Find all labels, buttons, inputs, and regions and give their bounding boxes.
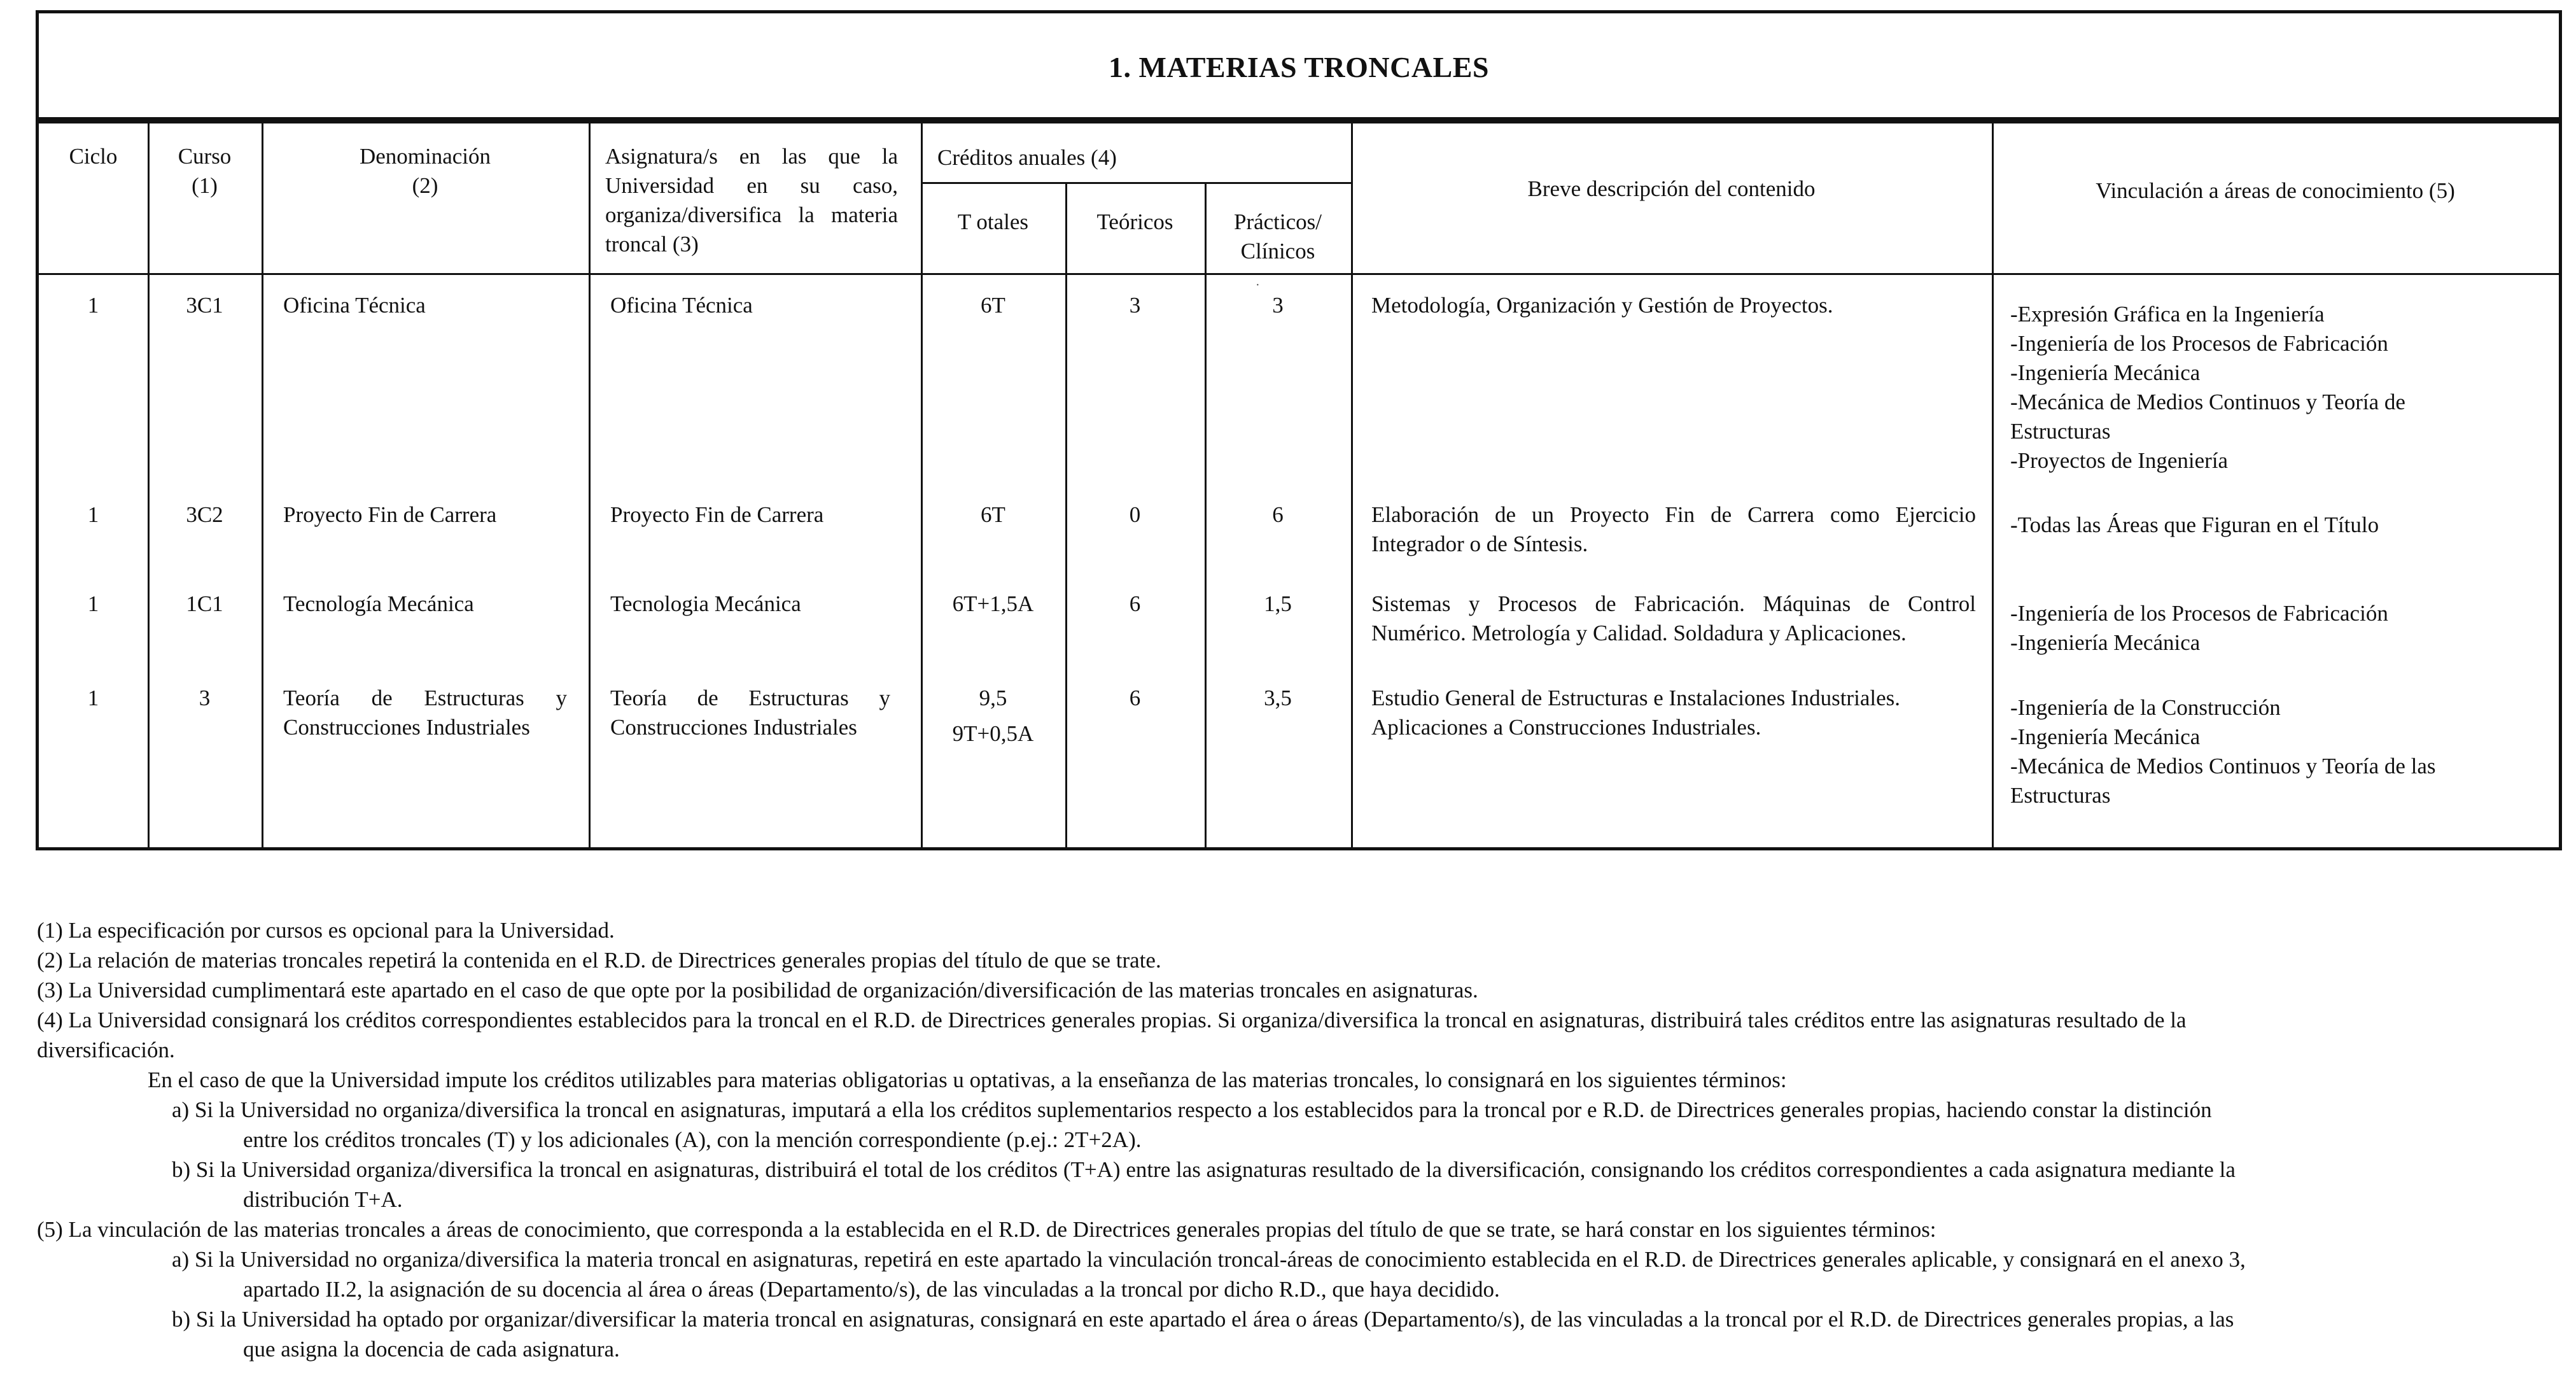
area-item: -Mecánica de Medios Continuos y Teoría de [2010,390,2405,414]
footnote-5: (5) La vinculación de las materias troncales a áreas de conocimiento, que corresponda a la establecida en el R.D. de Directrices generales propias del título de que se trate, se hará constar en los siguientes términos: [37,1217,1936,1242]
row4-practicos: 3,5 [1264,686,1292,710]
row3-teoricos: 6 [1129,591,1141,616]
footnote-5a-cont: apartado II.2, la asignación de su docencia al área o áreas (Departamento/s), de las vinculadas a la troncal por dicho R.D., que haya decidido. [243,1277,1500,1302]
footnote-3: (3) La Universidad cumplimentará este apartado en el caso de que opte por la posibilidad de organización/diversificación de las materias troncales en asignaturas. [37,978,1478,1003]
area-item: -Expresión Gráfica en la Ingeniería [2010,302,2325,327]
row4-denominacion: Teoría de Estructuras y Construcciones Industriales [283,686,567,740]
header-vinculacion: Vinculación a áreas de conocimiento (5) [2096,178,2455,203]
area-item: -Mecánica de Medios Continuos y Teoría de las [2010,754,2436,778]
footnote-5b-cont: que asigna la docencia de cada asignatura. [243,1337,620,1362]
row1-areas [2010,300,2551,475]
row1-teoricos: 3 [1129,293,1141,318]
row2-descripcion: Elaboración de un Proyecto Fin de Carrera como Ejercicio Integrador o de Síntesis. [1371,502,1976,556]
header-denominacion-label: Denominación [359,144,491,169]
header-denominacion-note: (2) [412,173,438,198]
row1-totales: 6T [981,293,1005,318]
row4-teoricos: 6 [1129,686,1141,710]
area-item: -Ingeniería Mecánica [2010,630,2201,655]
footnote-4b: b) Si la Universidad organiza/diversifica la troncal en asignaturas, distribuirá el total de los créditos (T+A) entre las asignaturas resultado de la diversificación, consignando los créditos correspondientes a cada asignatura mediante la [172,1157,2236,1182]
row3-ciclo: 1 [87,591,99,616]
header-clinicos-label: Clínicos [1240,239,1315,264]
row3-denominacion: Tecnología Mecánica [283,591,474,616]
area-item: -Ingeniería de la Construcción [2010,695,2281,720]
column-divider [1992,120,1994,847]
troncales-table [36,117,2562,850]
header-curso-label: Curso [178,144,232,169]
row4-ciclo: 1 [87,686,99,710]
row4-totales-breakdown: 9T+0,5A [952,721,1034,746]
row2-teoricos: 0 [1129,502,1141,527]
header-bottom-rule [39,273,2559,275]
row2-ciclo: 1 [87,502,99,527]
column-divider [589,120,591,847]
area-item: -Proyectos de Ingeniería [2010,448,2229,473]
row3-curso: 1C1 [186,591,223,616]
footnote-4a-cont: entre los créditos troncales (T) y los adicionales (A), con la mención correspondiente (p.ej.: 2T+2A). [243,1127,1142,1152]
footnote-5b: b) Si la Universidad ha optado por organizar/diversificar la materia troncal en asignaturas, consignará en este apartado el área o áreas (Departamento/s), de las vinculadas a la troncal por el R.D. de Directrices generales propias, a las [172,1307,2234,1332]
row3-descripcion: Sistemas y Procesos de Fabricación. Máquinas de Control Numérico. Metrología y Calidad. Soldadura y Aplicaciones. [1371,591,1976,645]
scan-speck: · [1256,278,1260,292]
area-item: -Todas las Áreas que Figuran en el Título [2010,512,2379,537]
footnote-4: (4) La Universidad consignará los créditos correspondientes establecidos para la troncal en el R.D. de Directrices generales propias. Si organiza/diversifica la troncal en asignaturas, distribuirá tales créditos entre las asignaturas resultado de la [37,1008,2187,1032]
header-creditos: Créditos anuales (4) [937,145,1117,170]
row1-asignatura: Oficina Técnica [610,293,753,318]
row1-descripcion: Metodología, Organización y Gestión de Proyectos. [1371,293,1833,318]
row3-asignatura: Tecnologia Mecánica [610,591,801,616]
row4-curso: 3 [199,686,211,710]
area-item: -Ingeniería Mecánica [2010,360,2201,385]
footnote-1: (1) La especificación por cursos es opcional para la Universidad. [37,918,615,943]
header-asignatura: Asignatura/s en las que la Universidad en su caso, organiza/diversifica la materia troncal (3) [605,144,898,257]
footnote-5a: a) Si la Universidad no organiza/diversifica la materia troncal en asignaturas, repetirá en este apartado la vinculación troncal-áreas de conocimiento establecida en el R.D. de Directrices generales aplicable, y consignará en el anexo 3, [172,1247,2246,1272]
row3-totales: 6T+1,5A [952,591,1034,616]
row4-totales [921,684,1065,749]
column-divider [148,120,150,847]
header-totales: T otales [957,209,1029,234]
header-descripcion: Breve descripción del contenido [1527,176,1816,201]
area-item: -Ingeniería de los Procesos de Fabricación [2010,601,2388,626]
row2-areas [2010,510,2551,540]
creditos-header-divider [921,182,1351,184]
row2-denominacion: Proyecto Fin de Carrera [283,502,497,527]
row1-curso: 3C1 [186,293,223,318]
row4-totales-value: 9,5 [979,686,1007,710]
row2-practicos: 6 [1272,502,1284,527]
page-title: 1. MATERIAS TRONCALES [36,10,2562,123]
footnote-4b-cont: distribución T+A. [243,1187,403,1212]
header-practicos [1205,208,1351,266]
header-ciclo: Ciclo [69,144,118,169]
row3-practicos: 1,5 [1264,591,1292,616]
header-curso [148,142,262,201]
row2-curso: 3C2 [186,502,223,527]
row1-practicos: 3 [1272,293,1284,318]
header-curso-note: (1) [192,173,218,198]
area-item: Estructuras [2010,783,2111,808]
row4-asignatura: Teoría de Estructuras y Construcciones Industriales [610,686,890,740]
area-item: Estructuras [2010,419,2111,444]
footnote-4-cont: diversificación. [37,1038,175,1062]
row4-descripcion: Estudio General de Estructuras e Instalaciones Industriales. Aplicaciones a Construcciones Industriales. [1371,686,1900,740]
materias-troncales-form [36,10,2561,850]
area-item: -Ingeniería de los Procesos de Fabricación [2010,331,2388,356]
row4-areas [2010,693,2551,810]
footnote-2: (2) La relación de materias troncales repetirá la contenida en el R.D. de Directrices generales propias del título de que se trate. [37,948,1161,973]
header-practicos-label: Prácticos/ [1233,209,1322,234]
row2-totales: 6T [981,502,1005,527]
column-divider [1351,120,1353,847]
row2-asignatura: Proyecto Fin de Carrera [610,502,824,527]
area-item: -Ingeniería Mecánica [2010,724,2201,749]
row1-denominacion: Oficina Técnica [283,293,426,318]
row1-ciclo: 1 [87,293,99,318]
header-teoricos: Teóricos [1096,209,1173,234]
row3-areas [2010,599,2551,658]
column-divider [262,120,263,847]
header-denominacion [262,142,589,201]
footnote-4-paragraph: En el caso de que la Universidad impute los créditos utilizables para materias obligatorias u optativas, a la enseñanza de las materias troncales, lo consignará en los siguientes términos: [148,1067,1787,1092]
footnote-4a: a) Si la Universidad no organiza/diversifica la troncal en asignaturas, imputará a ella los créditos suplementarios respecto a los establecidos para la troncal por e R.D. de Directrices generales propias, haciendo constar la distinción [172,1097,2212,1122]
